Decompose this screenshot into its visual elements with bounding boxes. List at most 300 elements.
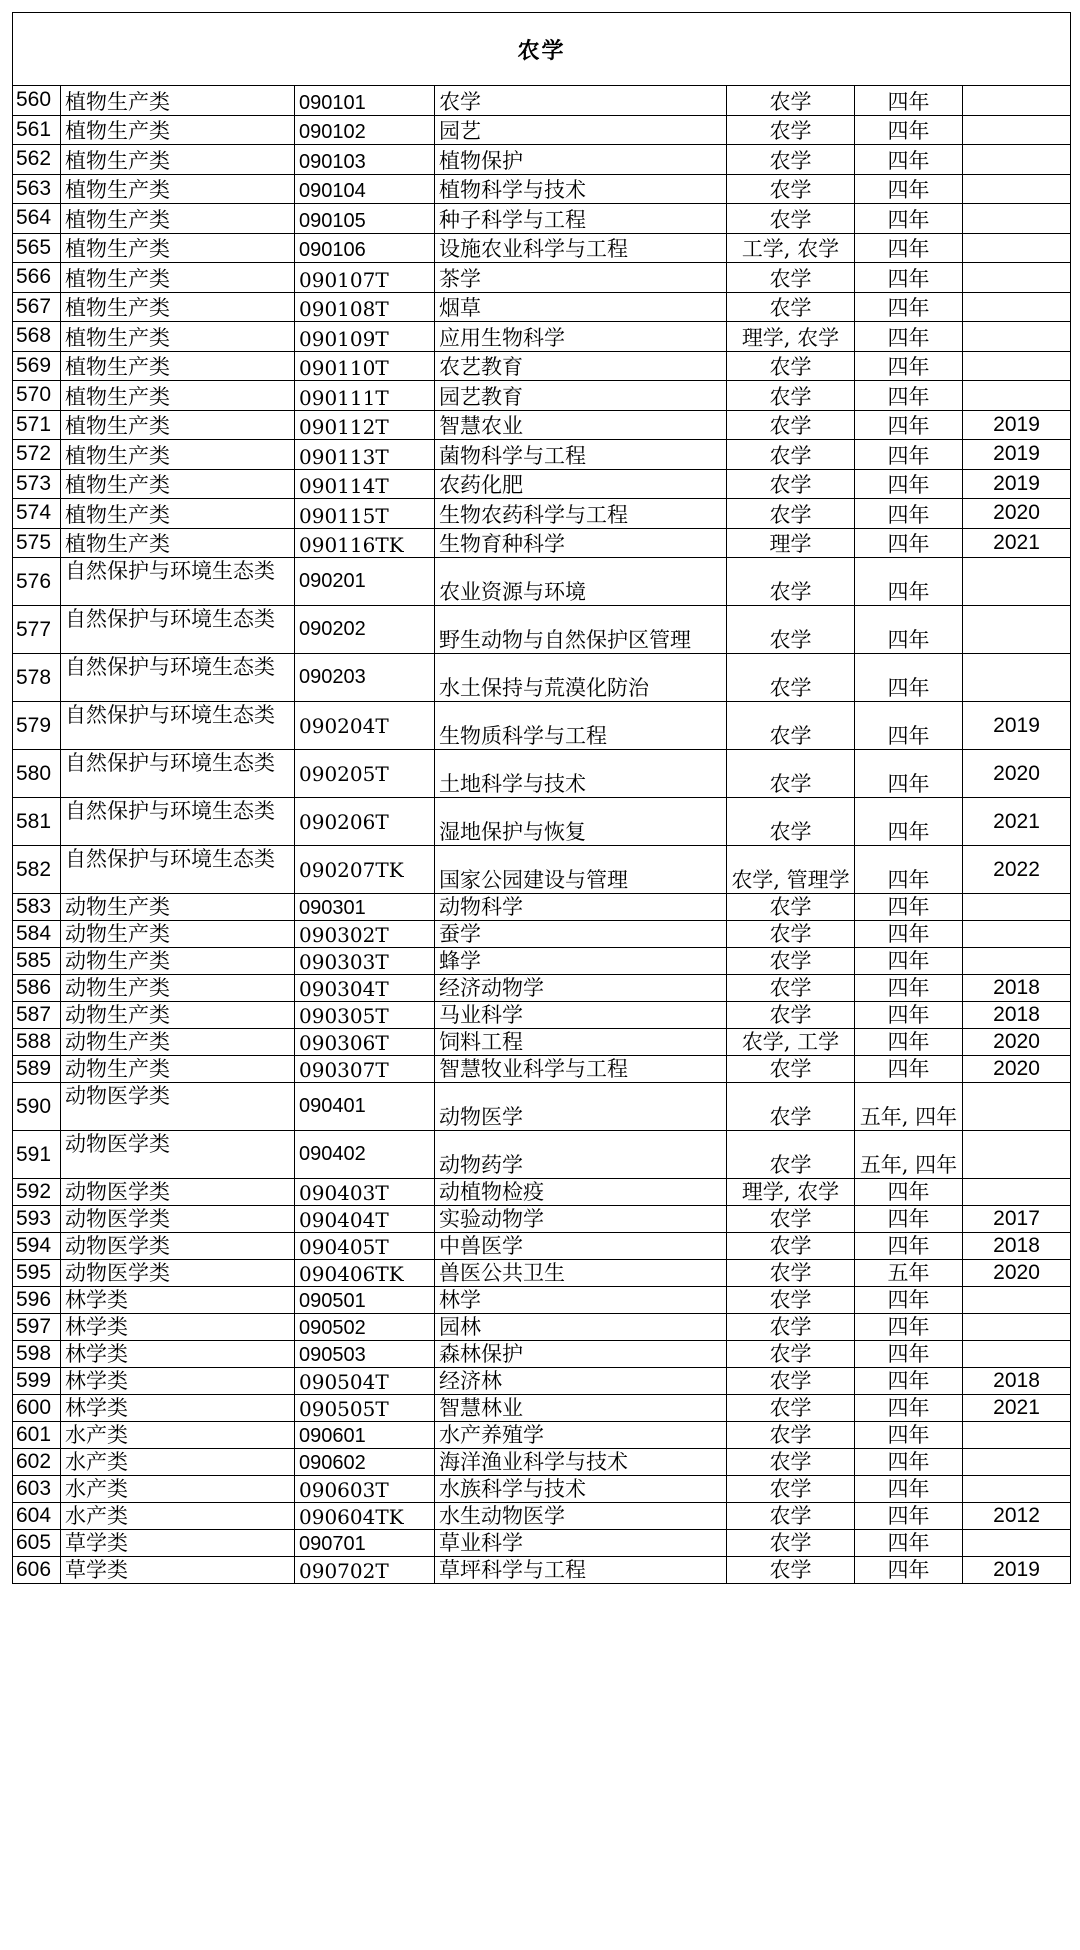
row-number: 564 bbox=[13, 204, 61, 234]
major-code: 090206T bbox=[295, 798, 435, 846]
year-added bbox=[963, 263, 1071, 293]
table-title-row bbox=[13, 13, 1071, 86]
year-added: 2021 bbox=[963, 1395, 1071, 1422]
major-category: 植物生产类 bbox=[61, 322, 295, 352]
major-name: 水生动物医学 bbox=[435, 1503, 727, 1530]
degree-type: 农学 bbox=[727, 1233, 855, 1260]
major-name: 马业科学 bbox=[435, 1002, 727, 1029]
table-row bbox=[13, 606, 1071, 654]
row-number: 594 bbox=[13, 1233, 61, 1260]
row-number: 579 bbox=[13, 702, 61, 750]
major-code: 090301 bbox=[295, 894, 435, 921]
degree-type: 农学 bbox=[727, 1131, 855, 1179]
table-row bbox=[13, 1233, 1071, 1260]
row-number: 584 bbox=[13, 921, 61, 948]
table-row bbox=[13, 1476, 1071, 1503]
year-added: 2019 bbox=[963, 1557, 1071, 1584]
major-category: 植物生产类 bbox=[61, 351, 295, 381]
major-code: 090404T bbox=[295, 1206, 435, 1233]
major-category: 林学类 bbox=[61, 1314, 295, 1341]
study-duration: 四年 bbox=[855, 263, 963, 293]
table-row bbox=[13, 1314, 1071, 1341]
row-number: 600 bbox=[13, 1395, 61, 1422]
table-row bbox=[13, 1530, 1071, 1557]
year-added: 2021 bbox=[963, 528, 1071, 558]
major-code: 090204T bbox=[295, 702, 435, 750]
table-row bbox=[13, 1056, 1071, 1083]
study-duration: 四年 bbox=[855, 1287, 963, 1314]
year-added bbox=[963, 204, 1071, 234]
study-duration: 四年 bbox=[855, 145, 963, 175]
major-code: 090115T bbox=[295, 499, 435, 529]
year-added bbox=[963, 351, 1071, 381]
major-code: 090110T bbox=[295, 351, 435, 381]
degree-type: 农学 bbox=[727, 499, 855, 529]
row-number: 602 bbox=[13, 1449, 61, 1476]
table-row bbox=[13, 86, 1071, 116]
study-duration: 四年 bbox=[855, 1056, 963, 1083]
major-name: 智慧农业 bbox=[435, 410, 727, 440]
major-category: 自然保护与环境生态类 bbox=[61, 702, 295, 750]
major-code: 090401 bbox=[295, 1083, 435, 1131]
major-category: 植物生产类 bbox=[61, 233, 295, 263]
degree-type: 农学 bbox=[727, 469, 855, 499]
major-code: 090501 bbox=[295, 1287, 435, 1314]
study-duration: 四年 bbox=[855, 115, 963, 145]
year-added bbox=[963, 145, 1071, 175]
major-name: 农艺教育 bbox=[435, 351, 727, 381]
table-row bbox=[13, 1083, 1071, 1131]
major-category: 自然保护与环境生态类 bbox=[61, 846, 295, 894]
degree-type: 理学 bbox=[727, 528, 855, 558]
table-row bbox=[13, 1260, 1071, 1287]
year-added bbox=[963, 381, 1071, 411]
degree-type: 农学 bbox=[727, 654, 855, 702]
study-duration: 四年 bbox=[855, 1503, 963, 1530]
major-code: 090306T bbox=[295, 1029, 435, 1056]
major-category: 草学类 bbox=[61, 1530, 295, 1557]
degree-type: 农学, 工学 bbox=[727, 1029, 855, 1056]
major-category: 自然保护与环境生态类 bbox=[61, 798, 295, 846]
degree-type: 农学 bbox=[727, 1002, 855, 1029]
study-duration: 四年 bbox=[855, 1530, 963, 1557]
row-number: 598 bbox=[13, 1341, 61, 1368]
row-number: 560 bbox=[13, 86, 61, 116]
study-duration: 四年 bbox=[855, 381, 963, 411]
table-row bbox=[13, 469, 1071, 499]
table-row bbox=[13, 410, 1071, 440]
table-row bbox=[13, 145, 1071, 175]
row-number: 575 bbox=[13, 528, 61, 558]
degree-type: 农学 bbox=[727, 1056, 855, 1083]
year-added: 2019 bbox=[963, 440, 1071, 470]
majors-table-body bbox=[13, 13, 1071, 1584]
row-number: 578 bbox=[13, 654, 61, 702]
study-duration: 四年 bbox=[855, 174, 963, 204]
row-number: 586 bbox=[13, 975, 61, 1002]
major-code: 090105 bbox=[295, 204, 435, 234]
major-name: 水产养殖学 bbox=[435, 1422, 727, 1449]
major-category: 植物生产类 bbox=[61, 292, 295, 322]
major-category: 植物生产类 bbox=[61, 174, 295, 204]
major-name: 动植物检疫 bbox=[435, 1179, 727, 1206]
major-name: 植物保护 bbox=[435, 145, 727, 175]
row-number: 606 bbox=[13, 1557, 61, 1584]
degree-type: 农学 bbox=[727, 381, 855, 411]
row-number: 605 bbox=[13, 1530, 61, 1557]
year-added: 2021 bbox=[963, 798, 1071, 846]
row-number: 561 bbox=[13, 115, 61, 145]
study-duration: 四年 bbox=[855, 1422, 963, 1449]
table-row bbox=[13, 1131, 1071, 1179]
table-row bbox=[13, 1449, 1071, 1476]
majors-table bbox=[12, 12, 1071, 1584]
year-added bbox=[963, 1131, 1071, 1179]
major-code: 090113T bbox=[295, 440, 435, 470]
year-added: 2018 bbox=[963, 975, 1071, 1002]
major-category: 动物医学类 bbox=[61, 1083, 295, 1131]
major-name: 生物农药科学与工程 bbox=[435, 499, 727, 529]
major-code: 090503 bbox=[295, 1341, 435, 1368]
study-duration: 四年 bbox=[855, 1314, 963, 1341]
degree-type: 农学 bbox=[727, 1083, 855, 1131]
degree-type: 农学 bbox=[727, 86, 855, 116]
row-number: 595 bbox=[13, 1260, 61, 1287]
major-category: 草学类 bbox=[61, 1557, 295, 1584]
major-category: 水产类 bbox=[61, 1422, 295, 1449]
major-name: 生物质科学与工程 bbox=[435, 702, 727, 750]
row-number: 576 bbox=[13, 558, 61, 606]
year-added bbox=[963, 1287, 1071, 1314]
degree-type: 农学 bbox=[727, 1368, 855, 1395]
degree-type: 理学, 农学 bbox=[727, 1179, 855, 1206]
study-duration: 四年 bbox=[855, 528, 963, 558]
degree-type: 农学 bbox=[727, 1503, 855, 1530]
major-code: 090602 bbox=[295, 1449, 435, 1476]
major-code: 090201 bbox=[295, 558, 435, 606]
row-number: 599 bbox=[13, 1368, 61, 1395]
major-name: 兽医公共卫生 bbox=[435, 1260, 727, 1287]
major-name: 应用生物科学 bbox=[435, 322, 727, 352]
table-row bbox=[13, 1206, 1071, 1233]
row-number: 604 bbox=[13, 1503, 61, 1530]
year-added: 2018 bbox=[963, 1233, 1071, 1260]
major-category: 动物生产类 bbox=[61, 948, 295, 975]
study-duration: 四年 bbox=[855, 1476, 963, 1503]
major-name: 林学 bbox=[435, 1287, 727, 1314]
row-number: 596 bbox=[13, 1287, 61, 1314]
major-category: 植物生产类 bbox=[61, 86, 295, 116]
year-added: 2019 bbox=[963, 410, 1071, 440]
study-duration: 四年 bbox=[855, 1233, 963, 1260]
major-name: 经济林 bbox=[435, 1368, 727, 1395]
major-code: 090114T bbox=[295, 469, 435, 499]
major-code: 090111T bbox=[295, 381, 435, 411]
row-number: 562 bbox=[13, 145, 61, 175]
major-code: 090112T bbox=[295, 410, 435, 440]
degree-type: 农学 bbox=[727, 921, 855, 948]
row-number: 581 bbox=[13, 798, 61, 846]
major-code: 090403T bbox=[295, 1179, 435, 1206]
table-row bbox=[13, 702, 1071, 750]
study-duration: 四年 bbox=[855, 233, 963, 263]
table-title: 农学 bbox=[13, 13, 1071, 86]
major-code: 090307T bbox=[295, 1056, 435, 1083]
year-added bbox=[963, 921, 1071, 948]
degree-type: 农学 bbox=[727, 1449, 855, 1476]
table-row bbox=[13, 499, 1071, 529]
row-number: 592 bbox=[13, 1179, 61, 1206]
major-name: 烟草 bbox=[435, 292, 727, 322]
row-number: 570 bbox=[13, 381, 61, 411]
major-category: 植物生产类 bbox=[61, 469, 295, 499]
degree-type: 农学 bbox=[727, 440, 855, 470]
major-code: 090106 bbox=[295, 233, 435, 263]
major-code: 090601 bbox=[295, 1422, 435, 1449]
degree-type: 农学 bbox=[727, 263, 855, 293]
study-duration: 四年 bbox=[855, 1368, 963, 1395]
table-row bbox=[13, 1503, 1071, 1530]
degree-type: 农学 bbox=[727, 1530, 855, 1557]
study-duration: 四年 bbox=[855, 204, 963, 234]
major-category: 自然保护与环境生态类 bbox=[61, 606, 295, 654]
major-code: 090103 bbox=[295, 145, 435, 175]
table-row bbox=[13, 798, 1071, 846]
table-row bbox=[13, 381, 1071, 411]
major-code: 090107T bbox=[295, 263, 435, 293]
year-added: 2020 bbox=[963, 499, 1071, 529]
study-duration: 四年 bbox=[855, 322, 963, 352]
major-category: 植物生产类 bbox=[61, 410, 295, 440]
major-code: 090104 bbox=[295, 174, 435, 204]
major-category: 动物生产类 bbox=[61, 921, 295, 948]
degree-type: 农学 bbox=[727, 1395, 855, 1422]
table-row bbox=[13, 948, 1071, 975]
study-duration: 四年 bbox=[855, 1179, 963, 1206]
row-number: 563 bbox=[13, 174, 61, 204]
major-category: 植物生产类 bbox=[61, 263, 295, 293]
study-duration: 四年 bbox=[855, 1341, 963, 1368]
major-name: 野生动物与自然保护区管理 bbox=[435, 606, 727, 654]
major-name: 农药化肥 bbox=[435, 469, 727, 499]
major-name: 生物育种科学 bbox=[435, 528, 727, 558]
major-name: 水族科学与技术 bbox=[435, 1476, 727, 1503]
degree-type: 农学 bbox=[727, 975, 855, 1002]
major-name: 国家公园建设与管理 bbox=[435, 846, 727, 894]
degree-type: 农学 bbox=[727, 174, 855, 204]
major-name: 茶学 bbox=[435, 263, 727, 293]
study-duration: 五年, 四年 bbox=[855, 1083, 963, 1131]
major-code: 090702T bbox=[295, 1557, 435, 1584]
table-row bbox=[13, 292, 1071, 322]
row-number: 588 bbox=[13, 1029, 61, 1056]
major-category: 植物生产类 bbox=[61, 145, 295, 175]
year-added bbox=[963, 115, 1071, 145]
row-number: 573 bbox=[13, 469, 61, 499]
table-row bbox=[13, 115, 1071, 145]
major-category: 水产类 bbox=[61, 1476, 295, 1503]
study-duration: 四年 bbox=[855, 894, 963, 921]
major-category: 动物医学类 bbox=[61, 1131, 295, 1179]
major-code: 090505T bbox=[295, 1395, 435, 1422]
major-code: 090205T bbox=[295, 750, 435, 798]
major-category: 水产类 bbox=[61, 1449, 295, 1476]
year-added bbox=[963, 233, 1071, 263]
major-name: 种子科学与工程 bbox=[435, 204, 727, 234]
degree-type: 农学 bbox=[727, 115, 855, 145]
study-duration: 四年 bbox=[855, 558, 963, 606]
study-duration: 四年 bbox=[855, 499, 963, 529]
major-name: 饲料工程 bbox=[435, 1029, 727, 1056]
degree-type: 农学 bbox=[727, 1287, 855, 1314]
major-code: 090402 bbox=[295, 1131, 435, 1179]
major-category: 植物生产类 bbox=[61, 381, 295, 411]
study-duration: 四年 bbox=[855, 1449, 963, 1476]
year-added bbox=[963, 948, 1071, 975]
major-name: 园艺 bbox=[435, 115, 727, 145]
row-number: 580 bbox=[13, 750, 61, 798]
table-row bbox=[13, 528, 1071, 558]
year-added bbox=[963, 1341, 1071, 1368]
major-name: 中兽医学 bbox=[435, 1233, 727, 1260]
table-row bbox=[13, 351, 1071, 381]
row-number: 566 bbox=[13, 263, 61, 293]
major-name: 实验动物学 bbox=[435, 1206, 727, 1233]
row-number: 583 bbox=[13, 894, 61, 921]
major-category: 自然保护与环境生态类 bbox=[61, 558, 295, 606]
study-duration: 四年 bbox=[855, 1029, 963, 1056]
degree-type: 农学 bbox=[727, 145, 855, 175]
major-category: 动物医学类 bbox=[61, 1233, 295, 1260]
major-category: 植物生产类 bbox=[61, 440, 295, 470]
major-category: 动物医学类 bbox=[61, 1260, 295, 1287]
major-category: 林学类 bbox=[61, 1341, 295, 1368]
study-duration: 四年 bbox=[855, 1395, 963, 1422]
major-code: 090203 bbox=[295, 654, 435, 702]
major-code: 090502 bbox=[295, 1314, 435, 1341]
table-row bbox=[13, 233, 1071, 263]
year-added bbox=[963, 1179, 1071, 1206]
row-number: 589 bbox=[13, 1056, 61, 1083]
degree-type: 农学 bbox=[727, 1206, 855, 1233]
table-row bbox=[13, 654, 1071, 702]
degree-type: 农学 bbox=[727, 1557, 855, 1584]
degree-type: 农学, 管理学 bbox=[727, 846, 855, 894]
table-row bbox=[13, 440, 1071, 470]
major-name: 农学 bbox=[435, 86, 727, 116]
table-row bbox=[13, 322, 1071, 352]
year-added bbox=[963, 292, 1071, 322]
major-code: 090101 bbox=[295, 86, 435, 116]
study-duration: 五年, 四年 bbox=[855, 1131, 963, 1179]
year-added: 2012 bbox=[963, 1503, 1071, 1530]
row-number: 597 bbox=[13, 1314, 61, 1341]
table-row bbox=[13, 174, 1071, 204]
year-added: 2020 bbox=[963, 1029, 1071, 1056]
table-row bbox=[13, 846, 1071, 894]
table-row bbox=[13, 204, 1071, 234]
year-added: 2019 bbox=[963, 702, 1071, 750]
degree-type: 农学 bbox=[727, 410, 855, 440]
row-number: 565 bbox=[13, 233, 61, 263]
major-name: 动物药学 bbox=[435, 1131, 727, 1179]
table-row bbox=[13, 975, 1071, 1002]
year-added: 2020 bbox=[963, 750, 1071, 798]
degree-type: 农学 bbox=[727, 204, 855, 234]
year-added: 2020 bbox=[963, 1056, 1071, 1083]
major-name: 海洋渔业科学与技术 bbox=[435, 1449, 727, 1476]
major-code: 090305T bbox=[295, 1002, 435, 1029]
degree-type: 农学 bbox=[727, 750, 855, 798]
year-added bbox=[963, 174, 1071, 204]
year-added: 2019 bbox=[963, 469, 1071, 499]
major-code: 090701 bbox=[295, 1530, 435, 1557]
study-duration: 四年 bbox=[855, 750, 963, 798]
major-category: 自然保护与环境生态类 bbox=[61, 750, 295, 798]
major-code: 090202 bbox=[295, 606, 435, 654]
study-duration: 四年 bbox=[855, 1206, 963, 1233]
major-name: 蜂学 bbox=[435, 948, 727, 975]
row-number: 587 bbox=[13, 1002, 61, 1029]
major-category: 动物生产类 bbox=[61, 975, 295, 1002]
table-row bbox=[13, 1002, 1071, 1029]
degree-type: 农学 bbox=[727, 798, 855, 846]
row-number: 572 bbox=[13, 440, 61, 470]
major-code: 090304T bbox=[295, 975, 435, 1002]
table-row bbox=[13, 1179, 1071, 1206]
row-number: 601 bbox=[13, 1422, 61, 1449]
major-name: 智慧林业 bbox=[435, 1395, 727, 1422]
study-duration: 五年 bbox=[855, 1260, 963, 1287]
major-name: 经济动物学 bbox=[435, 975, 727, 1002]
major-code: 090604TK bbox=[295, 1503, 435, 1530]
study-duration: 四年 bbox=[855, 606, 963, 654]
major-name: 智慧牧业科学与工程 bbox=[435, 1056, 727, 1083]
major-code: 090406TK bbox=[295, 1260, 435, 1287]
degree-type: 农学 bbox=[727, 1422, 855, 1449]
year-added bbox=[963, 1422, 1071, 1449]
major-category: 动物医学类 bbox=[61, 1179, 295, 1206]
degree-type: 农学 bbox=[727, 292, 855, 322]
study-duration: 四年 bbox=[855, 410, 963, 440]
study-duration: 四年 bbox=[855, 702, 963, 750]
major-code: 090303T bbox=[295, 948, 435, 975]
degree-type: 农学 bbox=[727, 948, 855, 975]
major-category: 动物生产类 bbox=[61, 1002, 295, 1029]
year-added: 2020 bbox=[963, 1260, 1071, 1287]
major-name: 园林 bbox=[435, 1314, 727, 1341]
year-added bbox=[963, 1314, 1071, 1341]
year-added bbox=[963, 1449, 1071, 1476]
study-duration: 四年 bbox=[855, 921, 963, 948]
major-code: 090116TK bbox=[295, 528, 435, 558]
major-category: 动物生产类 bbox=[61, 1029, 295, 1056]
major-code: 090109T bbox=[295, 322, 435, 352]
year-added bbox=[963, 558, 1071, 606]
year-added bbox=[963, 1476, 1071, 1503]
degree-type: 工学, 农学 bbox=[727, 233, 855, 263]
row-number: 585 bbox=[13, 948, 61, 975]
major-name: 土地科学与技术 bbox=[435, 750, 727, 798]
study-duration: 四年 bbox=[855, 86, 963, 116]
major-name: 园艺教育 bbox=[435, 381, 727, 411]
row-number: 591 bbox=[13, 1131, 61, 1179]
major-name: 草业科学 bbox=[435, 1530, 727, 1557]
table-row bbox=[13, 1422, 1071, 1449]
study-duration: 四年 bbox=[855, 846, 963, 894]
degree-type: 农学 bbox=[727, 1260, 855, 1287]
year-added: 2022 bbox=[963, 846, 1071, 894]
